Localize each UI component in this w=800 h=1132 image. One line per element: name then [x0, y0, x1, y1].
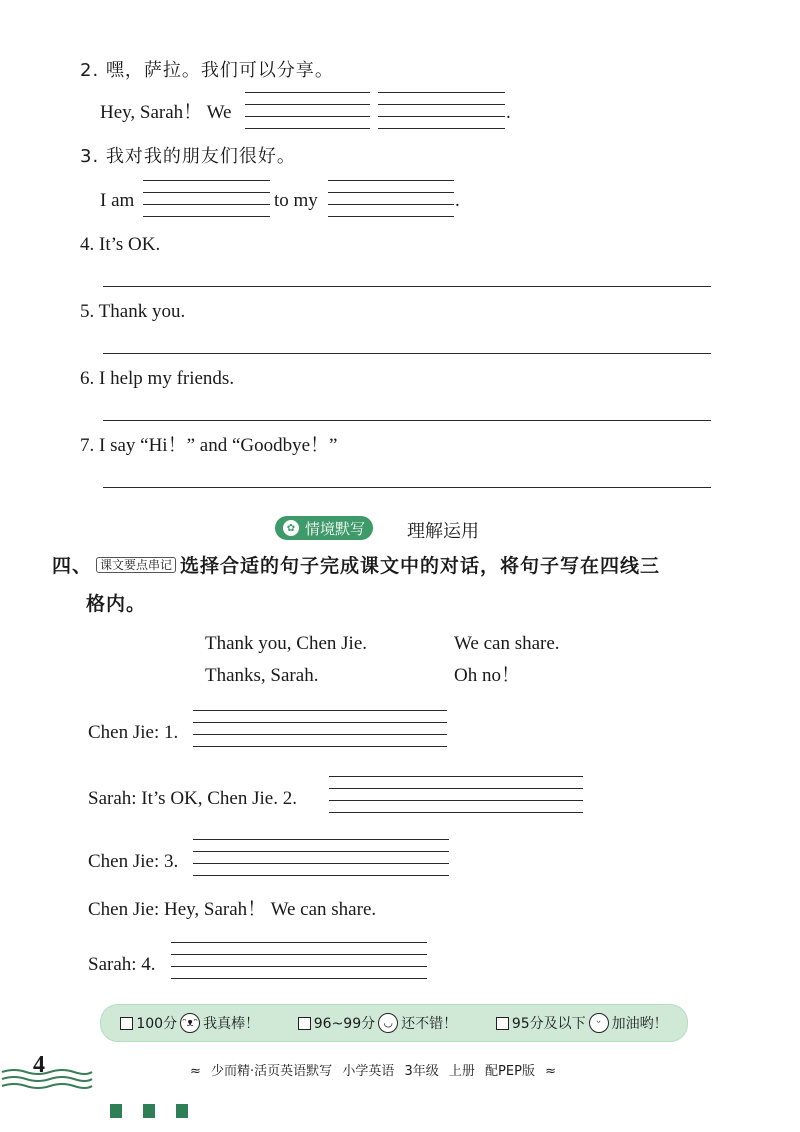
section-subtitle: 理解运用: [407, 521, 479, 542]
writing-lines-q3-b[interactable]: [328, 180, 454, 216]
question-2-chinese: 2. 嘿，萨拉。我们可以分享。: [80, 60, 334, 81]
dialogue-line-5: Sarah: 4.: [88, 954, 156, 975]
score-remark-95-below: 加油哟！: [611, 1016, 668, 1032]
question-3-period: .: [455, 190, 460, 211]
wave-decoration-icon: [0, 1068, 95, 1092]
question-7: 7. I say “Hi！” and “Goodbye！”: [80, 435, 338, 456]
score-remark-100: 我真棒！: [203, 1016, 260, 1032]
question-4: 4. It’s OK.: [80, 234, 161, 255]
question-3-chinese: 3. 我对我的朋友们很好。: [80, 146, 296, 167]
footer-volume: 上册: [448, 1064, 475, 1079]
score-remark-96-99: 还不错！: [401, 1016, 458, 1032]
page-number: 4: [33, 1052, 45, 1078]
laughing-face-icon: ᵔᴥᵔ: [180, 1013, 200, 1033]
question-2-period: .: [506, 102, 511, 123]
section-badge: [275, 516, 373, 540]
dialogue-line-4: Chen Jie: Hey, Sarah！ We can share.: [88, 899, 377, 920]
flower-icon: ✿: [283, 520, 299, 536]
question-2-english-prompt: Hey, Sarah！ We: [100, 102, 232, 123]
score-item-100: [120, 1013, 259, 1033]
question-3-english-prompt-a: I am: [100, 190, 135, 211]
footer-grade: 3年级: [404, 1064, 439, 1079]
task-4-tag: 课文要点串记: [96, 557, 176, 573]
score-item-96-99: [298, 1013, 457, 1033]
corner-square-3: [176, 1104, 188, 1118]
writing-lines-dialogue-1[interactable]: [193, 710, 447, 746]
dialogue-line-1: Chen Jie: 1.: [88, 722, 179, 743]
score-label-95-below: 95分及以下: [511, 1016, 586, 1032]
score-label-100: 100分: [136, 1016, 178, 1032]
answer-line-q4[interactable]: [103, 286, 711, 287]
dialogue-line-3: Chen Jie: 3.: [88, 851, 179, 872]
score-label-96-99: 96~99分: [313, 1016, 376, 1032]
section-badge-label: 情境默写: [305, 519, 366, 538]
task-4-instruction: [52, 557, 660, 576]
writing-lines-q3-a[interactable]: [143, 180, 270, 216]
checkbox-96-99[interactable]: [298, 1017, 311, 1030]
checkbox-100[interactable]: [120, 1017, 133, 1030]
option-3: Thanks, Sarah.: [205, 665, 319, 686]
writing-lines-q2-b[interactable]: [378, 92, 505, 128]
option-2: We can share.: [454, 633, 560, 654]
corner-square-1: [110, 1104, 122, 1118]
footer-series: ≈ 少而精·活页英语默写: [190, 1064, 333, 1079]
question-3-english-prompt-b: to my: [274, 190, 318, 211]
answer-line-q6[interactable]: [103, 420, 711, 421]
footer-subject: 小学英语: [342, 1064, 395, 1079]
score-item-95-below: [496, 1013, 668, 1033]
writing-lines-dialogue-4[interactable]: [171, 942, 427, 978]
score-bar: [100, 1004, 688, 1042]
dialogue-line-2: Sarah: It’s OK, Chen Jie. 2.: [88, 788, 297, 809]
smiley-face-icon: ◡: [378, 1013, 398, 1033]
cheer-face-icon: ᵕ: [589, 1013, 609, 1033]
option-4: Oh no！: [454, 665, 520, 686]
writing-lines-dialogue-2[interactable]: [329, 776, 583, 812]
option-1: Thank you, Chen Jie.: [205, 633, 368, 654]
answer-line-q7[interactable]: [103, 487, 711, 488]
question-6: 6. I help my friends.: [80, 368, 235, 389]
writing-lines-dialogue-3[interactable]: [193, 839, 449, 875]
footer-info: [190, 1060, 556, 1079]
task-4-instruction-text: 选择合适的句子完成课文中的对话，将句子写在四线三: [180, 555, 661, 577]
task-4-instruction-cont: 格内。: [86, 593, 147, 615]
writing-lines-q2-a[interactable]: [245, 92, 370, 128]
corner-square-2: [143, 1104, 155, 1118]
footer-edition: 配PEP版 ≈: [485, 1064, 556, 1079]
question-5: 5. Thank you.: [80, 301, 186, 322]
task-4-number: 四、: [52, 555, 93, 577]
answer-line-q5[interactable]: [103, 353, 711, 354]
checkbox-95-below[interactable]: [496, 1017, 509, 1030]
